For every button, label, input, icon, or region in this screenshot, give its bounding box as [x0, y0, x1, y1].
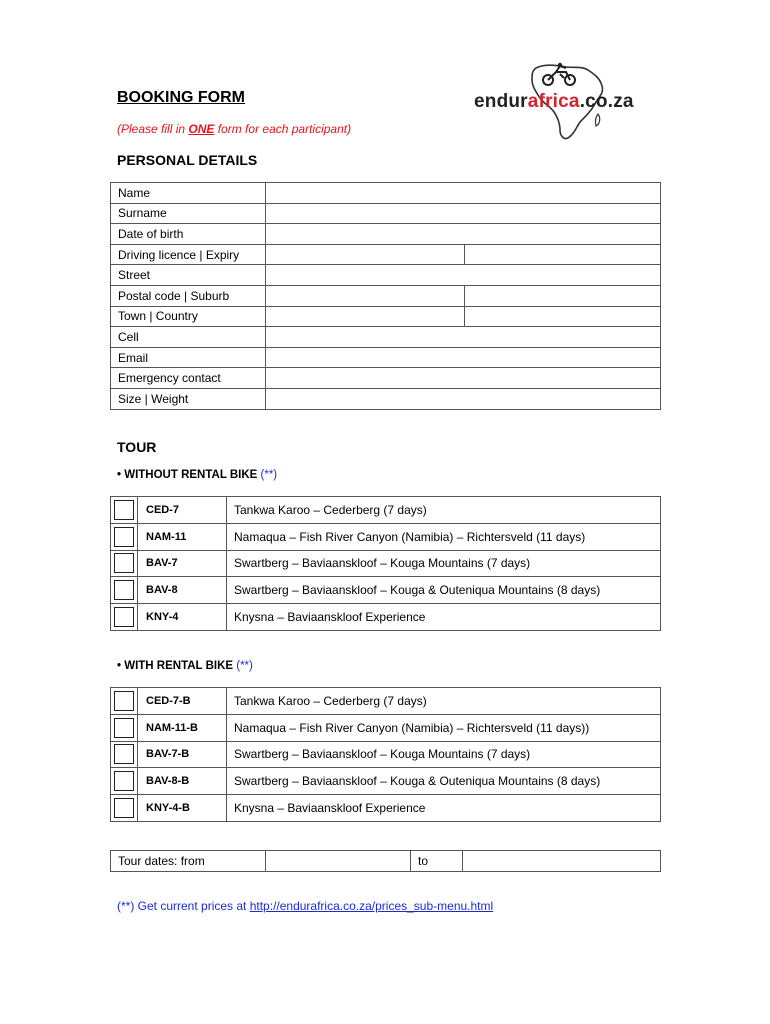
tour-description: Tankwa Karoo – Cederberg (7 days): [227, 688, 661, 715]
checkbox-cell: [111, 768, 138, 795]
subtitle-post: form for each participant): [214, 122, 352, 136]
tour-option-row: [111, 550, 661, 577]
personal-row: [111, 244, 661, 265]
tour-code: BAV-8: [138, 577, 227, 604]
tour-code: CED-7: [138, 497, 227, 524]
tour-description: Namaqua – Fish River Canyon (Namibia) – Richtersveld (11 days): [227, 523, 661, 550]
tour-dates-row: [111, 851, 661, 872]
input-field[interactable]: [266, 285, 465, 306]
field-label: Name: [111, 183, 266, 204]
footnote: [117, 899, 493, 913]
logo-text: [474, 91, 634, 113]
logo-text-post: .co.za: [579, 91, 634, 112]
personal-details-heading: PERSONAL DETAILS: [117, 152, 258, 168]
without-rental-note: (**): [260, 469, 278, 481]
input-field[interactable]: [465, 285, 661, 306]
checkbox-icon[interactable]: [114, 580, 134, 600]
tour-option-row: [111, 688, 661, 715]
input-field[interactable]: [266, 347, 661, 368]
tour-option-row: [111, 768, 661, 795]
field-label: Cell: [111, 327, 266, 348]
personal-row: [111, 203, 661, 224]
tour-description: Knysna – Baviaanskloof Experience: [227, 795, 661, 822]
field-label: Emergency contact: [111, 368, 266, 389]
logo-text-pre: endur: [474, 91, 528, 112]
field-label: Postal code | Suburb: [111, 285, 266, 306]
without-rental-text: • WITHOUT RENTAL BIKE: [117, 469, 261, 481]
tour-description: Swartberg – Baviaanskloof – Kouga & Outeniqua Mountains (8 days): [227, 577, 661, 604]
logo-text-accent: africa: [527, 91, 580, 112]
checkbox-icon[interactable]: [114, 771, 134, 791]
checkbox-cell: [111, 714, 138, 741]
checkbox-cell: [111, 577, 138, 604]
field-label: Size | Weight: [111, 388, 266, 409]
tour-description: Swartberg – Baviaanskloof – Kouga & Outeniqua Mountains (8 days): [227, 768, 661, 795]
tour-option-row: [111, 604, 661, 631]
personal-row: [111, 265, 661, 286]
personal-row: [111, 368, 661, 389]
tour-description: Knysna – Baviaanskloof Experience: [227, 604, 661, 631]
input-field[interactable]: [465, 244, 661, 265]
personal-row: [111, 285, 661, 306]
input-field[interactable]: [266, 203, 661, 224]
tour-option-row: [111, 577, 661, 604]
personal-row: [111, 388, 661, 409]
checkbox-cell: [111, 795, 138, 822]
prices-link[interactable]: http://endurafrica.co.za/prices_sub-menu.html: [249, 899, 494, 913]
input-field[interactable]: [266, 265, 661, 286]
tour-code: CED-7-B: [138, 688, 227, 715]
input-field[interactable]: [266, 327, 661, 348]
with-rental-text: • WITH RENTAL BIKE: [117, 660, 237, 672]
field-label: Surname: [111, 203, 266, 224]
with-rental-label: [117, 660, 253, 672]
checkbox-cell: [111, 550, 138, 577]
personal-row: [111, 306, 661, 327]
tour-description: Swartberg – Baviaanskloof – Kouga Mountains (7 days): [227, 741, 661, 768]
subtitle-emphasis: ONE: [188, 122, 215, 136]
personal-row: [111, 183, 661, 204]
checkbox-icon[interactable]: [114, 798, 134, 818]
subtitle-pre: (Please fill in: [117, 122, 189, 136]
tour-dates-to-label: to: [411, 851, 463, 872]
field-label: Town | Country: [111, 306, 266, 327]
input-field[interactable]: [465, 306, 661, 327]
tour-code: NAM-11-B: [138, 714, 227, 741]
field-label: Driving licence | Expiry: [111, 244, 266, 265]
checkbox-icon[interactable]: [114, 744, 134, 764]
tour-option-row: [111, 714, 661, 741]
page-title: BOOKING FORM: [117, 89, 245, 106]
tour-with-table: [110, 687, 661, 822]
with-rental-note: (**): [236, 660, 253, 672]
tour-heading: TOUR: [117, 439, 157, 455]
without-rental-label: [117, 469, 277, 481]
tour-code: BAV-7: [138, 550, 227, 577]
tour-dates-from-label: Tour dates: from: [111, 851, 266, 872]
checkbox-cell: [111, 688, 138, 715]
tour-description: Swartberg – Baviaanskloof – Kouga Mountains (7 days): [227, 550, 661, 577]
checkbox-icon[interactable]: [114, 500, 134, 520]
input-field[interactable]: [266, 244, 465, 265]
field-label: Email: [111, 347, 266, 368]
tour-option-row: [111, 523, 661, 550]
tour-option-row: [111, 795, 661, 822]
footnote-text: (**) Get current prices at: [117, 899, 250, 913]
checkbox-icon[interactable]: [114, 691, 134, 711]
tour-description: Tankwa Karoo – Cederberg (7 days): [227, 497, 661, 524]
personal-details-table: [110, 182, 661, 410]
checkbox-cell: [111, 523, 138, 550]
tour-dates-from-field[interactable]: [266, 851, 411, 872]
personal-row: [111, 347, 661, 368]
input-field[interactable]: [266, 388, 661, 409]
field-label: Street: [111, 265, 266, 286]
input-field[interactable]: [266, 224, 661, 245]
checkbox-cell: [111, 497, 138, 524]
checkbox-cell: [111, 741, 138, 768]
personal-row: [111, 327, 661, 348]
tour-code: KNY-4-B: [138, 795, 227, 822]
subtitle: [117, 122, 351, 136]
input-field[interactable]: [266, 306, 465, 327]
checkbox-cell: [111, 604, 138, 631]
tour-without-table: [110, 496, 661, 631]
checkbox-icon[interactable]: [114, 607, 134, 627]
tour-dates-to-field[interactable]: [463, 851, 661, 872]
checkbox-icon[interactable]: [114, 527, 134, 547]
tour-code: BAV-7-B: [138, 741, 227, 768]
checkbox-icon[interactable]: [114, 553, 134, 573]
tour-code: KNY-4: [138, 604, 227, 631]
tour-option-row: [111, 497, 661, 524]
tour-description: Namaqua – Fish River Canyon (Namibia) – Richtersveld (11 days)): [227, 714, 661, 741]
input-field[interactable]: [266, 183, 661, 204]
motorbike-icon: [543, 63, 575, 85]
tour-code: NAM-11: [138, 523, 227, 550]
personal-row: [111, 224, 661, 245]
checkbox-icon[interactable]: [114, 718, 134, 738]
tour-dates-table: [110, 850, 661, 872]
input-field[interactable]: [266, 368, 661, 389]
tour-option-row: [111, 741, 661, 768]
tour-code: BAV-8-B: [138, 768, 227, 795]
field-label: Date of birth: [111, 224, 266, 245]
